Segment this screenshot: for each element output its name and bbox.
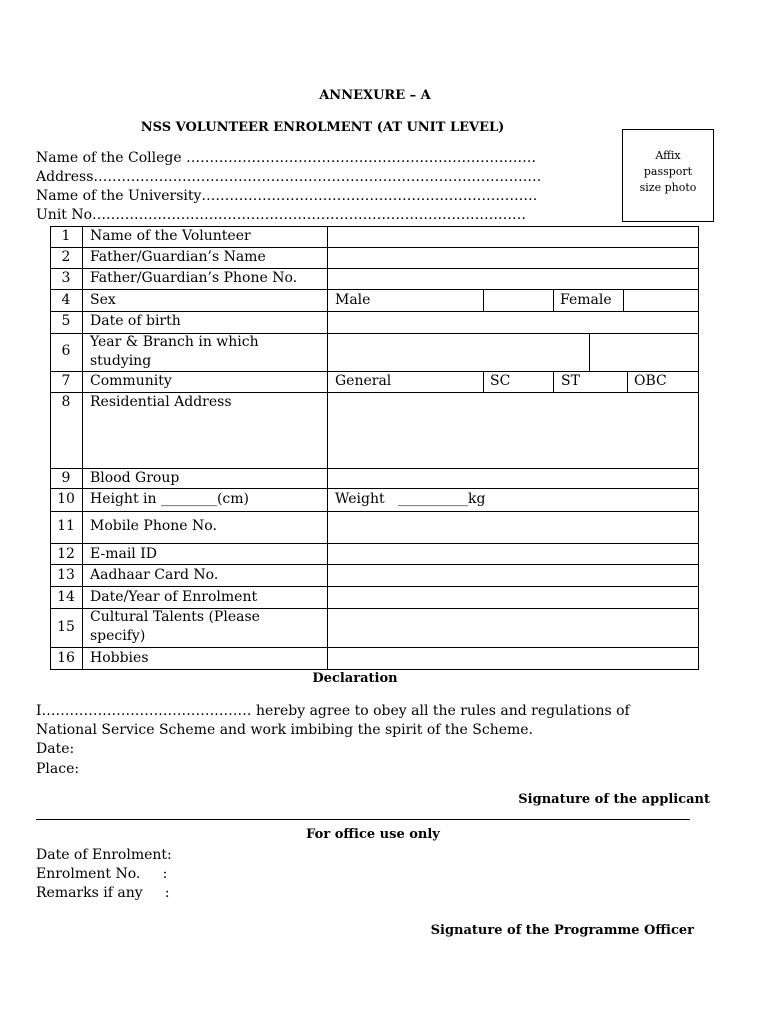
row-number: 9 bbox=[61, 470, 71, 486]
mobile-phone-input[interactable] bbox=[328, 512, 698, 543]
row-number: 11 bbox=[57, 518, 75, 534]
university-name-field[interactable]: Name of the University……………………………………………………………… bbox=[36, 188, 538, 204]
volunteer-name-input[interactable] bbox=[328, 227, 698, 247]
row-number: 5 bbox=[61, 313, 71, 329]
row-number: 15 bbox=[57, 619, 75, 635]
community-option-st: ST bbox=[561, 373, 580, 389]
place-label: Place: bbox=[36, 761, 80, 777]
row-number: 13 bbox=[57, 567, 75, 583]
row-number: 6 bbox=[61, 343, 71, 359]
dob-label: Date of birth bbox=[90, 313, 181, 329]
mobile-phone-label: Mobile Phone No. bbox=[90, 518, 217, 534]
row-number: 2 bbox=[61, 249, 71, 265]
address-field[interactable]: Address…………………………………………………………………………………… bbox=[36, 169, 542, 185]
cultural-talents-input[interactable] bbox=[328, 609, 698, 647]
row-number: 12 bbox=[57, 546, 75, 562]
photo-text-line3: size photo bbox=[639, 181, 697, 194]
volunteer-name-label: Name of the Volunteer bbox=[90, 228, 251, 244]
row-number: 4 bbox=[61, 292, 71, 308]
college-name-field[interactable]: Name of the College ………………………………………………………………… bbox=[36, 150, 537, 166]
enrolment-date-input[interactable] bbox=[328, 587, 698, 608]
community-label: Community bbox=[90, 373, 172, 389]
office-remarks[interactable]: Remarks if any : bbox=[36, 885, 170, 901]
aadhaar-input[interactable] bbox=[328, 565, 698, 586]
weight-label: Weight __________kg bbox=[335, 491, 486, 507]
sex-option-male: Male bbox=[335, 292, 371, 308]
sex-label: Sex bbox=[90, 292, 116, 308]
branch-input[interactable] bbox=[590, 334, 698, 371]
form-title: NSS VOLUNTEER ENROLMENT (AT UNIT LEVEL) bbox=[140, 120, 505, 135]
community-option-sc: SC bbox=[490, 373, 511, 389]
divider bbox=[36, 819, 690, 820]
photo-text-line1: Affix bbox=[655, 149, 681, 162]
row-number: 7 bbox=[61, 373, 71, 389]
row-number: 3 bbox=[61, 270, 71, 286]
residential-address-label: Residential Address bbox=[90, 394, 232, 410]
email-label: E-mail ID bbox=[90, 546, 157, 562]
office-enrolment-no[interactable]: Enrolment No. : bbox=[36, 866, 168, 882]
dob-input[interactable] bbox=[328, 312, 698, 333]
office-enrolment-date[interactable]: Date of Enrolment: bbox=[36, 847, 172, 863]
guardian-name-label: Father/Guardian’s Name bbox=[90, 249, 266, 265]
office-use-title: For office use only bbox=[306, 827, 440, 842]
blood-group-label: Blood Group bbox=[90, 470, 180, 486]
year-branch-label: Year & Branch in which studying bbox=[90, 334, 259, 369]
sex-male-input[interactable] bbox=[484, 290, 553, 311]
row-number: 10 bbox=[57, 491, 75, 507]
hobbies-input[interactable] bbox=[328, 648, 698, 669]
declaration-line-1: I……………………………………… hereby agree to obey all the rules and regulations of bbox=[36, 703, 630, 719]
hobbies-label: Hobbies bbox=[90, 650, 149, 666]
cultural-talents-label: Cultural Talents (Please specify) bbox=[90, 609, 260, 644]
aadhaar-label: Aadhaar Card No. bbox=[90, 567, 219, 583]
email-input[interactable] bbox=[328, 544, 698, 564]
sex-female-input[interactable] bbox=[624, 290, 698, 311]
declaration-line-2: National Service Scheme and work imbibing the spirit of the Scheme. bbox=[36, 722, 533, 738]
annexure-heading: ANNEXURE – A bbox=[319, 88, 431, 103]
guardian-phone-label: Father/Guardian’s Phone No. bbox=[90, 270, 298, 286]
row-number: 16 bbox=[57, 650, 75, 666]
blood-group-input[interactable] bbox=[328, 469, 698, 488]
row-number: 1 bbox=[61, 228, 71, 244]
year-input[interactable] bbox=[328, 334, 589, 371]
sex-option-female: Female bbox=[560, 292, 612, 308]
photo-text-line2: passport bbox=[643, 165, 693, 178]
height-label: Height in ________(cm) bbox=[90, 491, 250, 507]
guardian-name-input[interactable] bbox=[328, 248, 698, 268]
community-option-obc: OBC bbox=[634, 373, 667, 389]
residential-address-input[interactable] bbox=[328, 393, 698, 468]
guardian-phone-input[interactable] bbox=[328, 269, 698, 289]
community-option-general: General bbox=[335, 373, 392, 389]
row-number: 8 bbox=[61, 394, 71, 410]
row-number: 14 bbox=[57, 589, 75, 605]
declaration-title: Declaration bbox=[312, 671, 398, 686]
date-label: Date: bbox=[36, 741, 75, 757]
enrolment-date-label: Date/Year of Enrolment bbox=[90, 589, 258, 605]
unit-no-field[interactable]: Unit No………………………………………………………………………………… bbox=[36, 207, 527, 223]
applicant-signature: Signature of the applicant bbox=[518, 792, 710, 807]
programme-officer-signature: Signature of the Programme Officer bbox=[430, 923, 694, 938]
